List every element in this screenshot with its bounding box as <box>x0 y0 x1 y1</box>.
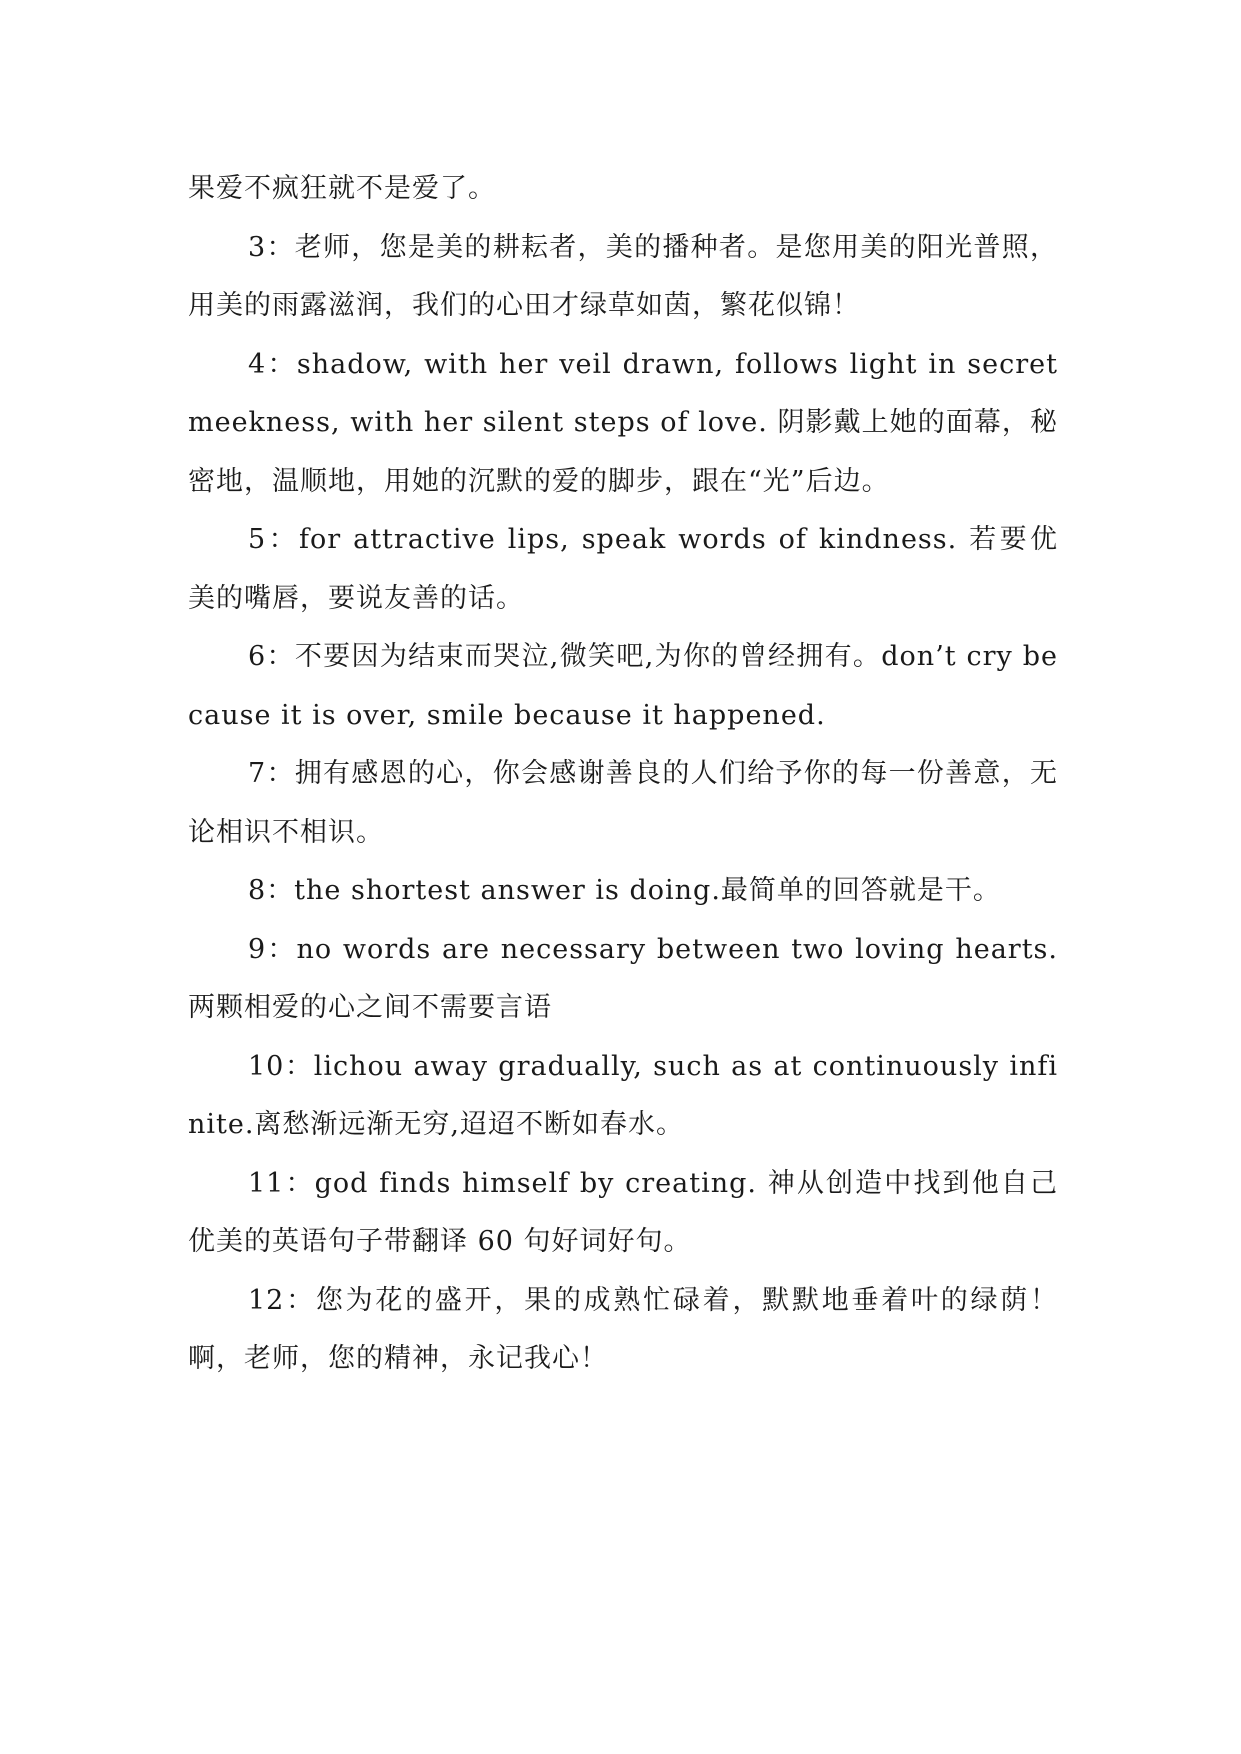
paragraph-continuation: 果爱不疯狂就不是爱了。 <box>188 173 496 204</box>
paragraph-8: 8：the shortest answer is doing.最简单的回答就是干。 <box>248 875 1001 906</box>
body-text <box>188 160 1058 1389</box>
paragraph-6: 6：不要因为结束而哭泣,微笑吧,为你的曾经拥有。don’t cry because it is over, smile because it happened. <box>188 641 1058 731</box>
paragraph-5: 5：for attractive lips, speak words of kindness. 若要优美的嘴唇，要说友善的话。 <box>188 524 1058 614</box>
paragraph-3: 3：老师，您是美的耕耘者，美的播种者。是您用美的阳光普照，用美的雨露滋润，我们的心田才绿草如茵，繁花似锦！ <box>188 231 1058 321</box>
paragraph-4: 4：shadow, with her veil drawn, follows light in secret meekness, with her silent steps of love. 阴影戴上她的面幕，秘密地，温顺地，用她的沉默的爱的脚步，跟在“光”后边。 <box>188 348 1058 497</box>
paragraph-12: 12：您为花的盛开，果的成熟忙碌着，默默地垂着叶的绿荫！啊，老师，您的精神，永记我心！ <box>188 1284 1058 1374</box>
paragraph-10: 10：lichou away gradually, such as at continuously infinite.离愁渐远渐无穷,迢迢不断如春水。 <box>188 1050 1058 1140</box>
paragraph-9: 9：no words are necessary between two loving hearts. 两颗相爱的心之间不需要言语 <box>188 933 1058 1023</box>
paragraph-7: 7：拥有感恩的心，你会感谢善良的人们给予你的每一份善意，无论相识不相识。 <box>188 758 1058 848</box>
paragraph-11: 11：god finds himself by creating. 神从创造中找到他自己优美的英语句子带翻译 60 句好词好句。 <box>188 1167 1058 1257</box>
